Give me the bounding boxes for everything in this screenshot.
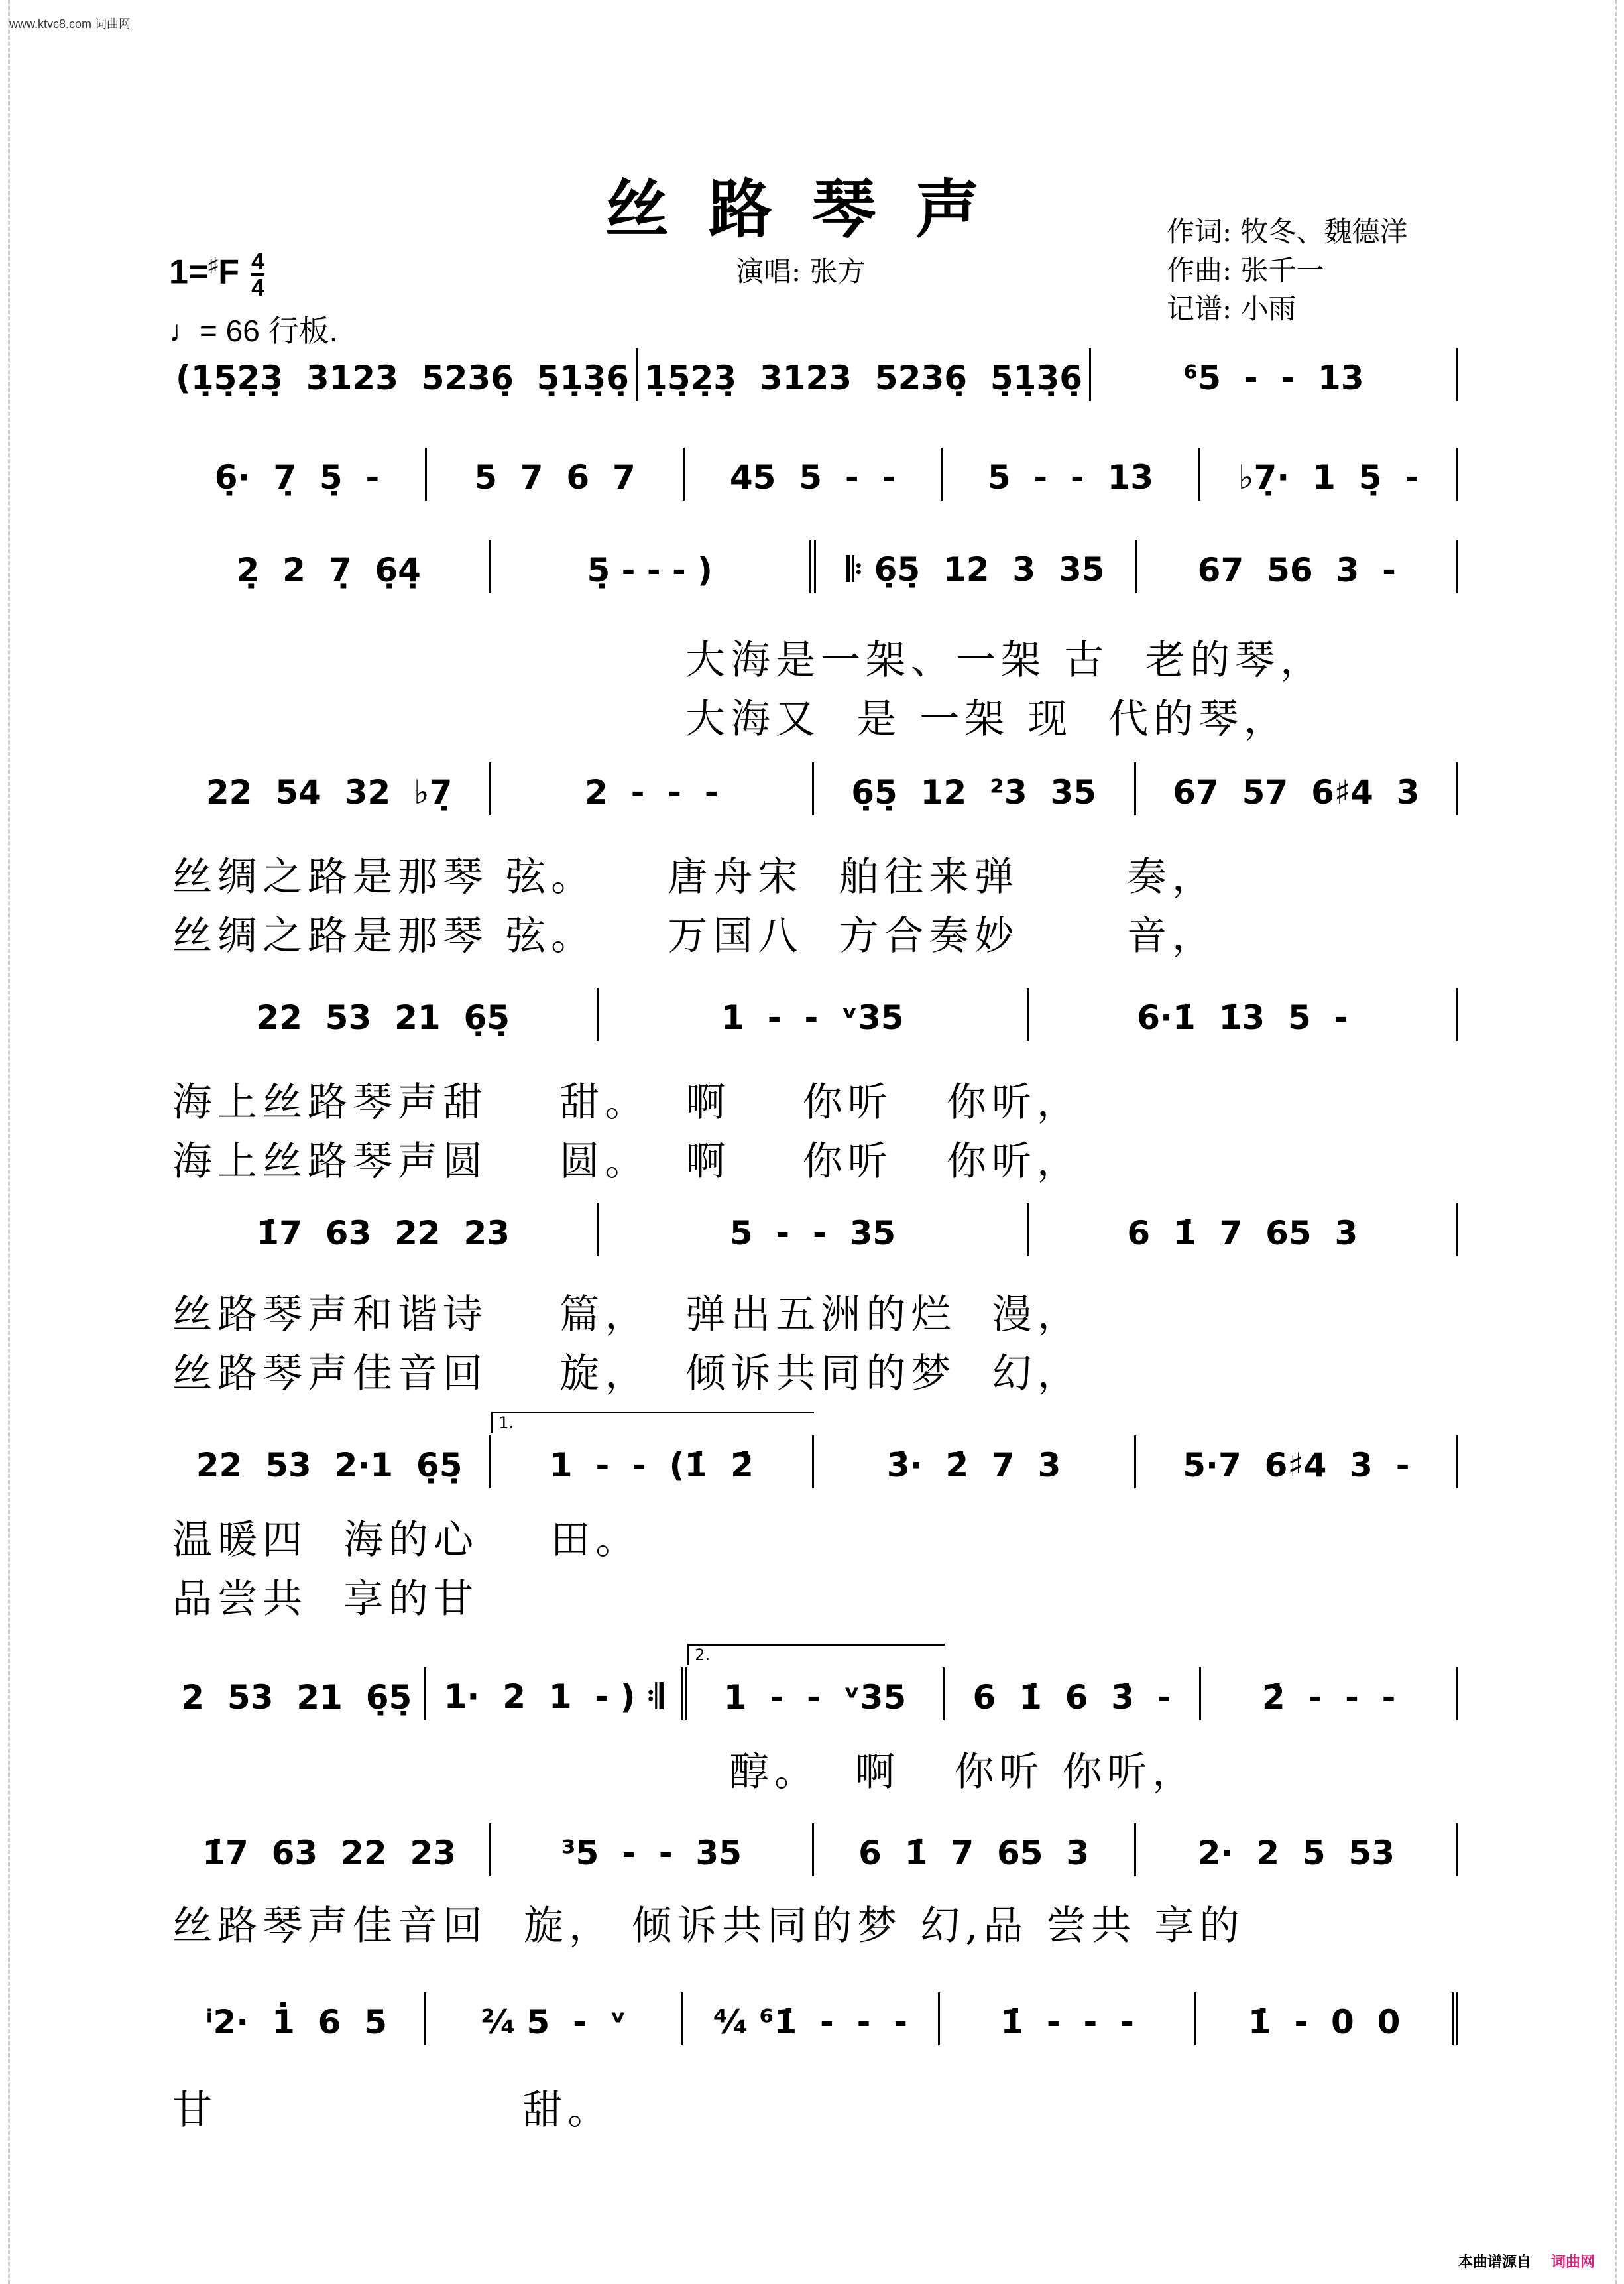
lyric-line: 甘 甜。 <box>172 2087 613 2134</box>
measure <box>1029 1203 1458 1256</box>
measure-notes: 22 53 21 6̣5̣ <box>256 998 510 1037</box>
measure-notes: 6 1̇ 6 3̇ - <box>972 1678 1171 1716</box>
staff-system <box>169 540 1458 593</box>
right-margin-border <box>1615 0 1617 2284</box>
key-prefix: 1= <box>169 253 209 292</box>
measure <box>1196 1992 1458 2045</box>
measure-notes: 2 53 21 6̣5̣ <box>181 1678 412 1716</box>
measure <box>426 1992 683 2045</box>
measure <box>687 1646 945 1720</box>
measure-notes: 2̣ 2 7̣ 6̣4̣ <box>236 551 421 589</box>
measure <box>940 1992 1197 2045</box>
measure <box>169 762 491 815</box>
lyric-line: 丝路琴声和谐诗 篇， 弹出五洲的烂 漫， <box>172 1292 1082 1338</box>
measure-notes: 45 5 - - <box>729 458 896 497</box>
staff-system <box>169 348 1458 401</box>
measure-notes: 2· 2 5 53 <box>1197 1834 1395 1872</box>
lyric-line: 海上丝路琴声圆 圆。 啊 你听 你听， <box>172 1138 1082 1185</box>
measure <box>169 1667 426 1720</box>
tempo-marking: ♩= 66 行板. <box>169 314 338 348</box>
measure-notes: 2̇ - - - <box>1261 1678 1396 1716</box>
sharp-sign: ♯ <box>208 254 219 276</box>
measure <box>169 540 491 593</box>
measure-notes: 1̇7 63 22 23 <box>256 1214 510 1252</box>
measure-notes: ⁶5 - - 13 <box>1183 359 1364 397</box>
watermark: www.ktvc8.com 词曲网 <box>9 17 131 30</box>
measure <box>685 448 943 501</box>
measure-notes: 5 7 6 7 <box>474 458 636 497</box>
key-note: F <box>218 253 240 292</box>
measure <box>169 348 638 401</box>
lyric-line: 品尝共 享的甘 <box>172 1576 479 1622</box>
measure-notes: 1 - - (1̇ 2̇ <box>549 1446 754 1484</box>
volta-bracket: 1. <box>491 1412 813 1433</box>
measure <box>945 1667 1202 1720</box>
footer-source: 本曲谱源自 <box>1458 2254 1532 2271</box>
transcriber: 记谱: 小雨 <box>1167 292 1297 325</box>
lyric-line: 温暖四 海的心 田。 <box>172 1517 641 1563</box>
measure <box>1200 448 1458 501</box>
lyric-line: 丝路琴声佳音回 旋， 倾诉共同的梦 幻， <box>172 1351 1082 1397</box>
measure <box>599 988 1028 1041</box>
measure-notes: 1 - - ᵛ35 <box>721 998 904 1037</box>
footer-site-link[interactable]: 词曲网 <box>1551 2254 1595 2271</box>
composer: 作曲: 张千一 <box>1167 254 1324 286</box>
measure <box>943 448 1200 501</box>
measure <box>491 540 817 593</box>
measure-notes: ⁱ2· 1̇ 6 5 <box>205 2003 388 2041</box>
measure <box>169 1203 599 1256</box>
measure <box>814 762 1136 815</box>
measure-notes: 5 - - 35 <box>729 1214 896 1252</box>
staff-system <box>169 762 1458 815</box>
measure <box>169 448 427 501</box>
measure <box>1137 540 1459 593</box>
measure-notes: 22 53 2·1 6̣5̣ <box>196 1446 463 1484</box>
measure <box>1091 348 1458 401</box>
staff-system <box>169 1646 1458 1720</box>
measure-notes: ⁴⁄₄ ⁶1̇ - - - <box>713 2003 907 2041</box>
measure <box>599 1203 1028 1256</box>
lyricist: 作词: 牧冬、魏德洋 <box>1167 215 1408 248</box>
measure-notes: 1̇ - - - <box>1000 2003 1134 2041</box>
measure-notes: 5̣ - - - ) <box>587 551 713 589</box>
measure-notes: 1̇7 63 22 23 <box>202 1834 456 1872</box>
lyric-line: 丝绸之路是那琴 弦。 万国八 方合奏妙 音， <box>172 913 1217 959</box>
ts-bottom: 4 <box>251 273 265 301</box>
measure-notes: 1· 2 1 - ) 𝄇 <box>443 1677 664 1716</box>
measure-notes: (1̣5̣2̣3̣ 3123 5236̣ 5̣1̣3̣6̣ <box>176 359 629 397</box>
measure <box>491 762 813 815</box>
lyric-line: 大海是一架、一架 古 老的琴， <box>685 637 1326 684</box>
measure <box>816 540 1137 593</box>
measure <box>1201 1667 1458 1720</box>
time-signature <box>251 249 264 300</box>
measure-notes: 𝄆 6̣5̣ 12 3 35 <box>846 550 1105 589</box>
measure-notes: ²⁄₄ 5 - ᵛ <box>481 2003 626 2041</box>
measure <box>638 348 1091 401</box>
measure-notes: 5 - - 13 <box>987 458 1154 497</box>
lyric-line: 丝路琴声佳音回 旋， 倾诉共同的梦 幻,品 尝共 享的 <box>172 1903 1245 1949</box>
ts-top: 4 <box>251 247 265 274</box>
measure-notes: ³5 - - 35 <box>561 1834 742 1872</box>
key-signature <box>169 245 264 300</box>
staff-system <box>169 448 1458 501</box>
measure-notes: 67 57 6♯4 3 <box>1173 773 1420 811</box>
measure-notes: 1̇ - 0 0 <box>1247 2003 1401 2041</box>
measure-notes: 6̣· 7̣ 5̣ - <box>214 458 380 497</box>
staff-system <box>169 988 1458 1041</box>
measure <box>814 1435 1136 1488</box>
left-margin-border <box>8 0 10 2284</box>
measure <box>169 1992 426 2045</box>
lyric-line: 醇。 啊 你听 你听， <box>729 1749 1198 1795</box>
measure-notes: 6 1̇ 7 65 3 <box>858 1834 1090 1872</box>
staff-system <box>169 1413 1458 1488</box>
measure <box>169 1823 491 1876</box>
measure-notes: 2 - - - <box>585 773 719 811</box>
measure <box>491 1823 813 1876</box>
volta-bracket: 2. <box>687 1644 945 1665</box>
measure <box>427 448 685 501</box>
measure <box>814 1823 1136 1876</box>
song-title: 丝路琴声 <box>605 172 1019 247</box>
staff-system <box>169 1823 1458 1876</box>
measure-notes: ♭7̣· 1 5̣ - <box>1238 458 1419 497</box>
lyric-line: 海上丝路琴声甜 甜。 啊 你听 你听， <box>172 1079 1082 1126</box>
measure-notes: 67 56 3 - <box>1197 551 1396 589</box>
measure-notes: 22 54 32 ♭7̣ <box>205 773 453 811</box>
staff-system <box>169 1203 1458 1256</box>
measure <box>426 1667 688 1720</box>
measure <box>1136 762 1458 815</box>
singer: 演唱: 张方 <box>736 255 866 288</box>
measure <box>1029 988 1458 1041</box>
staff-system <box>169 1992 1458 2045</box>
measure <box>683 1992 940 2045</box>
measure-notes: 1 - - ᵛ35 <box>723 1678 907 1716</box>
measure-notes: 6 1̇ 7 65 3 <box>1127 1214 1358 1252</box>
measure <box>1136 1823 1458 1876</box>
measure-notes: 3̇· 2̇ 7 3 <box>886 1446 1061 1484</box>
measure-notes: 5·7 6♯4 3 - <box>1183 1446 1410 1484</box>
measure-notes: 1̣5̣2̣3̣ 3123 5236̣ 5̣1̣3̣6̣ <box>644 359 1083 397</box>
measure <box>169 1435 491 1488</box>
measure-notes: 6̣5̣ 12 ²3 35 <box>851 773 1097 811</box>
measure-notes: 6·1̇ 1̇3 5 - <box>1137 998 1348 1037</box>
lyric-line: 丝绸之路是那琴 弦。 唐舟宋 舶往来弹 奏， <box>172 854 1217 900</box>
lyric-line: 大海又 是 一架 现 代的琴， <box>685 696 1289 743</box>
measure <box>1136 1435 1458 1488</box>
measure <box>169 988 599 1041</box>
measure <box>491 1413 813 1488</box>
